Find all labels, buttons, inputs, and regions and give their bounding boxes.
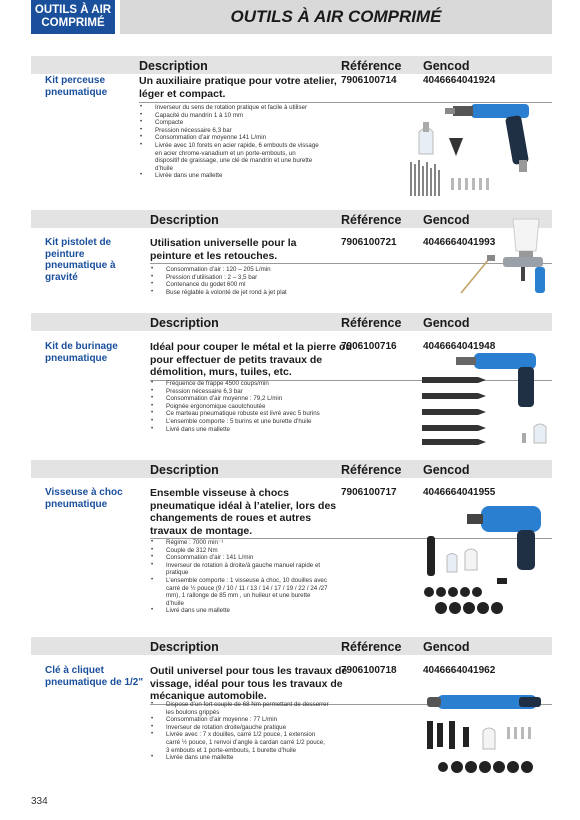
column-header-description: Description	[139, 59, 208, 73]
product-gencod: 4046664041955	[423, 487, 496, 498]
product-name: Kit de burinage pneumatique	[45, 341, 118, 364]
column-header-gencod: Gencod	[423, 59, 470, 73]
product-card-ratchet	[31, 637, 552, 782]
product-name: Kit perceuse pneumatique	[45, 75, 108, 98]
category-tab	[31, 0, 115, 34]
spray-gun-icon	[451, 215, 551, 305]
feature-list	[150, 266, 330, 296]
feature-item: • Inverseur du sens de rotation pratique et facile à utiliser	[139, 104, 319, 112]
column-header-description: Description	[150, 213, 219, 227]
product-reference: 7906100714	[341, 75, 397, 86]
product-reference: 7906100717	[341, 487, 397, 498]
feature-item: • Fréquence de frappe 4500 coups/min	[150, 380, 330, 388]
feature-item: • Livré dans une mallette	[150, 426, 330, 434]
feature-item: • Contenance du godet 600 ml	[150, 281, 330, 289]
feature-item: • Consommation d’air : 141 L/min	[150, 554, 330, 562]
column-header-gencod: Gencod	[423, 316, 470, 330]
product-name: Clé à cliquet pneumatique de 1/2"	[45, 665, 144, 688]
product-gencod: 4046664041924	[423, 75, 496, 86]
feature-item: • Ce marteau pneumatique robuste est livré avec 5 burins	[150, 410, 330, 418]
page-number: 334	[31, 796, 48, 807]
feature-item: • Consommation d’air moyenne 141 L/min	[139, 134, 319, 142]
feature-item: • Buse réglable à volonté de jet rond à jet plat	[150, 289, 330, 297]
header-band	[31, 313, 552, 331]
feature-item: • L’ensemble comporte : 1 visseuse à choc, 10 douilles avec carré de ½ pouce (9 / 10 / 11 / 13 / 14 / 17 / 19 / 22 / 24 /27 mm), 1 rallonge de 85 mm , un huileur et une burette d’huile	[150, 577, 330, 607]
product-card-air-hammer	[31, 313, 552, 449]
feature-item: • L’ensemble comporte : 5 burins et une burette d’huile	[150, 418, 330, 426]
header-band	[31, 637, 552, 655]
feature-list	[150, 701, 330, 762]
column-header-reference: Référence	[341, 640, 402, 654]
feature-item: • Consommation d’air moyenne : 77 L/min	[150, 716, 330, 724]
feature-item: • Livrée avec 10 forets en acier rapide, 6 embouts de vissage en acier chrome-vanadium et un porte-embouts, un dispositif de graissage, une clé de mandrin et une burette d’huile	[139, 142, 319, 172]
feature-item: • Livré dans une mallette	[150, 607, 330, 615]
feature-item: • Consommation d’air moyenne : 79,2 L/min	[150, 395, 330, 403]
product-reference: 7906100721	[341, 237, 397, 248]
feature-list	[150, 380, 330, 433]
feature-list	[150, 539, 330, 615]
column-header-description: Description	[150, 640, 219, 654]
air-hammer-kit-icon	[416, 347, 552, 447]
product-gencod: 4046664041993	[423, 237, 496, 248]
product-card-spray-gun	[31, 210, 552, 305]
product-card-drill	[31, 56, 552, 198]
column-header-description: Description	[150, 316, 219, 330]
feature-item: • Livrée avec : 7 x douilles, carré 1/2 pouce, 1 extension carré ½ pouce, 1 renvoi d’angle à cardan carré 1/2 pouce, 3 embouts et 1 porte-embouts, 1 burette d’huile	[150, 731, 330, 754]
column-header-gencod: Gencod	[423, 640, 470, 654]
product-reference: 7906100716	[341, 341, 397, 352]
column-header-description: Description	[150, 463, 219, 477]
column-header-reference: Référence	[341, 463, 402, 477]
feature-item: • Inverseur de rotation droite/gauche pratique	[150, 724, 330, 732]
column-header-gencod: Gencod	[423, 463, 470, 477]
feature-item: • Compacte	[139, 119, 319, 127]
page-title: OUTILS À AIR COMPRIMÉ	[230, 7, 442, 26]
feature-item: • Capacité du mandrin 1 à 10 mm	[139, 112, 319, 120]
product-headline: Ensemble visseuse à chocs pneumatique idéal à l’atelier, lors des changements de roues et autres travaux de montage.	[150, 487, 337, 537]
product-headline: Outil universel pour tous les travaux de vissage, idéal pour tous les travaux de mécanique automobile.	[150, 665, 348, 702]
feature-list	[139, 104, 319, 180]
feature-item: • Livrée dans une mallette	[150, 754, 330, 762]
column-header-reference: Référence	[341, 59, 402, 73]
product-headline: Un auxiliaire pratique pour votre atelier, léger et compact.	[139, 75, 337, 100]
feature-item: • Couple de 312 Nm	[150, 547, 330, 555]
air-drill-kit-icon	[401, 92, 551, 198]
category-tab-label: OUTILS À AIR COMPRIMÉ	[34, 4, 112, 29]
product-gencod: 4046664041948	[423, 341, 496, 352]
feature-item: • Régime : 7000 min⁻¹	[150, 539, 330, 547]
ratchet-wrench-kit-icon	[423, 687, 551, 781]
feature-item: • Consommation d’air : 120 – 205 L/min	[150, 266, 330, 274]
column-header-reference: Référence	[341, 316, 402, 330]
impact-wrench-kit-icon	[421, 500, 551, 620]
feature-item: • Dispose d’un fort couple de 68 Nm permettant de desserrer les boulons grippés	[150, 701, 330, 716]
feature-item: • Poignée ergonomique caoutchoutée	[150, 403, 330, 411]
product-headline: Utilisation universelle pour la peinture et les retouches.	[150, 237, 297, 262]
product-headline: Idéal pour couper le métal et la pierre ou pour effectuer de petits travaux de démolition, murs, tuiles, etc.	[150, 341, 352, 378]
header-band	[31, 460, 552, 478]
feature-item: • Pression nécessaire 6,3 bar	[139, 127, 319, 135]
product-gencod: 4046664041962	[423, 665, 496, 676]
column-header-gencod: Gencod	[423, 213, 470, 227]
product-name: Kit pistolet de peinture pneumatique à gravité	[45, 237, 116, 283]
header-band	[31, 56, 552, 74]
feature-item: • Pression nécessaire 6,3 bar	[150, 388, 330, 396]
column-header-reference: Référence	[341, 213, 402, 227]
feature-item: • Inverseur de rotation à droite/à gauche manuel rapide et pratique	[150, 562, 330, 577]
product-name: Visseuse à choc pneumatique	[45, 487, 123, 510]
feature-item: • Pression d’utilisation : 2 – 3,5 bar	[150, 274, 330, 282]
product-reference: 7906100718	[341, 665, 397, 676]
product-card-impact-wrench	[31, 460, 552, 624]
feature-item: • Livrée dans une mallette	[139, 172, 319, 180]
